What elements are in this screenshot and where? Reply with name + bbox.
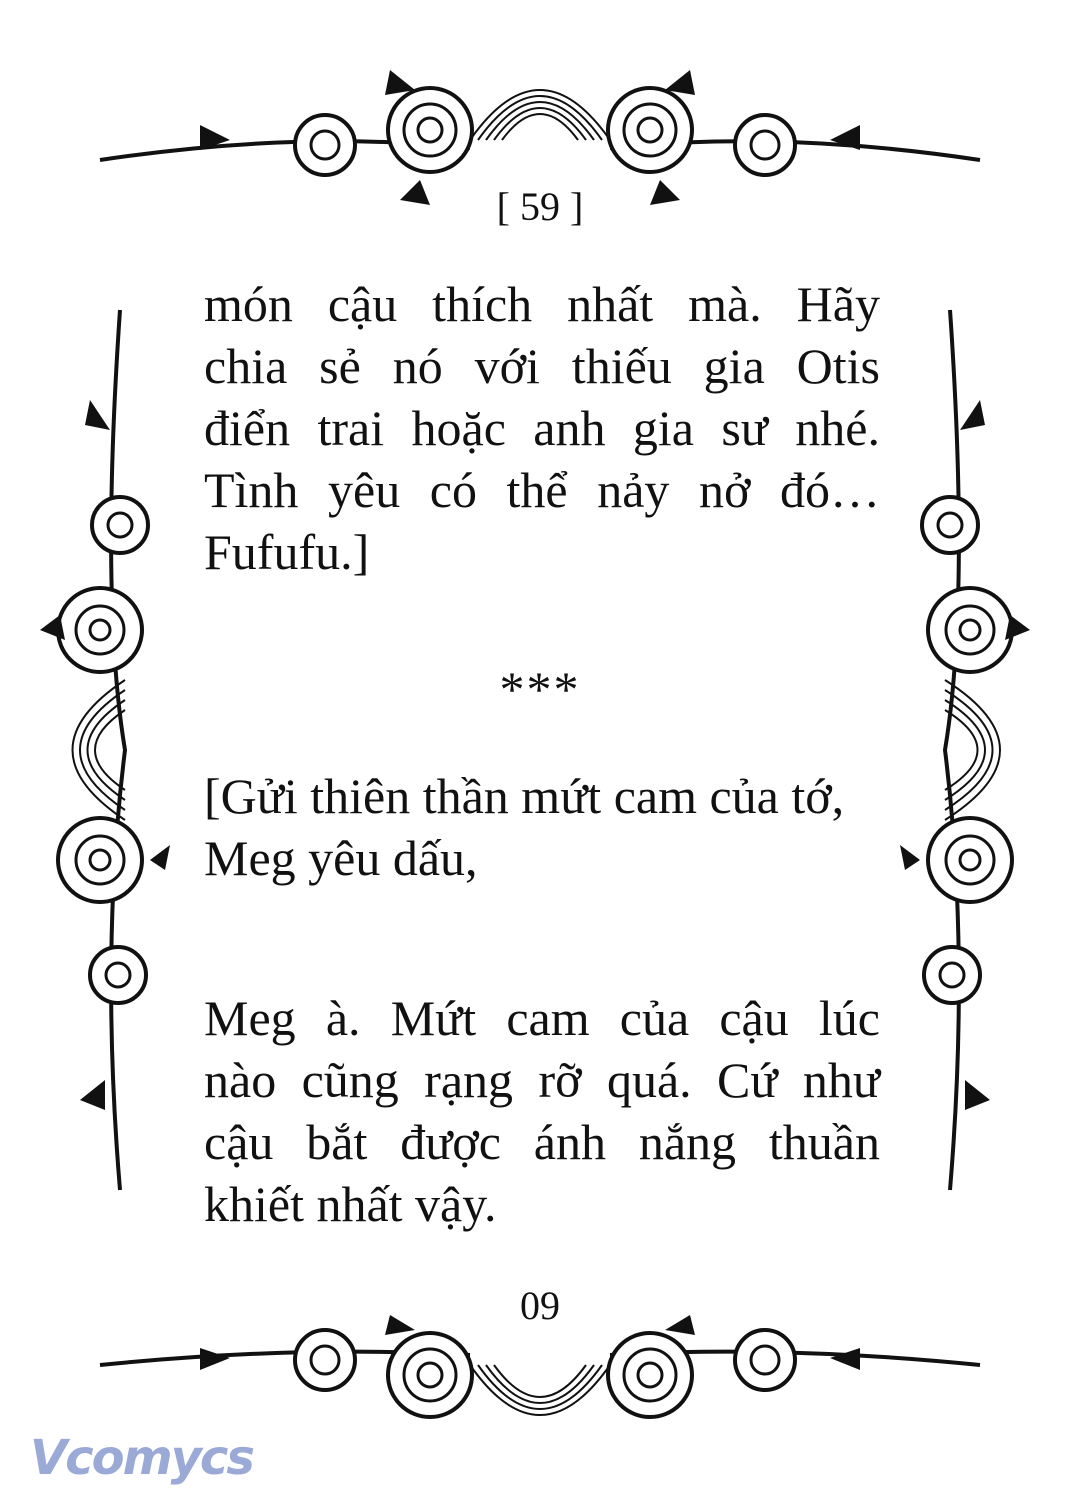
text-line: món cậu thích nhất mà. Hãy	[204, 276, 880, 332]
text-line: điển trai hoặc anh gia sư nhé.	[204, 400, 880, 456]
paragraph-3	[204, 987, 880, 1235]
text-line: nào cũng rạng rỡ quá. Cứ như	[204, 1052, 880, 1108]
watermark-logo: Vcomycs	[30, 1430, 253, 1486]
text-line: Tình yêu có thể nảy nở đó…	[204, 462, 880, 518]
text-line: khiết nhất vậy.	[204, 1176, 497, 1232]
text-line: cậu bắt được ánh nắng thuần	[204, 1114, 880, 1170]
section-separator: ***	[499, 661, 581, 717]
text-line: [Gửi thiên thần mứt cam của tớ,	[204, 768, 845, 824]
chapter-number: [ 59 ]	[496, 184, 584, 229]
paragraph-2	[204, 765, 880, 889]
text-line: chia sẻ nó với thiếu gia Otis	[204, 338, 880, 394]
text-line: Fufufu.]	[204, 524, 370, 580]
text-line: Meg yêu dấu,	[204, 830, 478, 886]
text-line: Meg à. Mứt cam của cậu lúc	[204, 990, 880, 1046]
left-rose-border	[0, 300, 190, 1200]
right-rose-border	[890, 300, 1080, 1200]
paragraph-1	[204, 273, 880, 583]
page-number: 09	[520, 1283, 560, 1328]
